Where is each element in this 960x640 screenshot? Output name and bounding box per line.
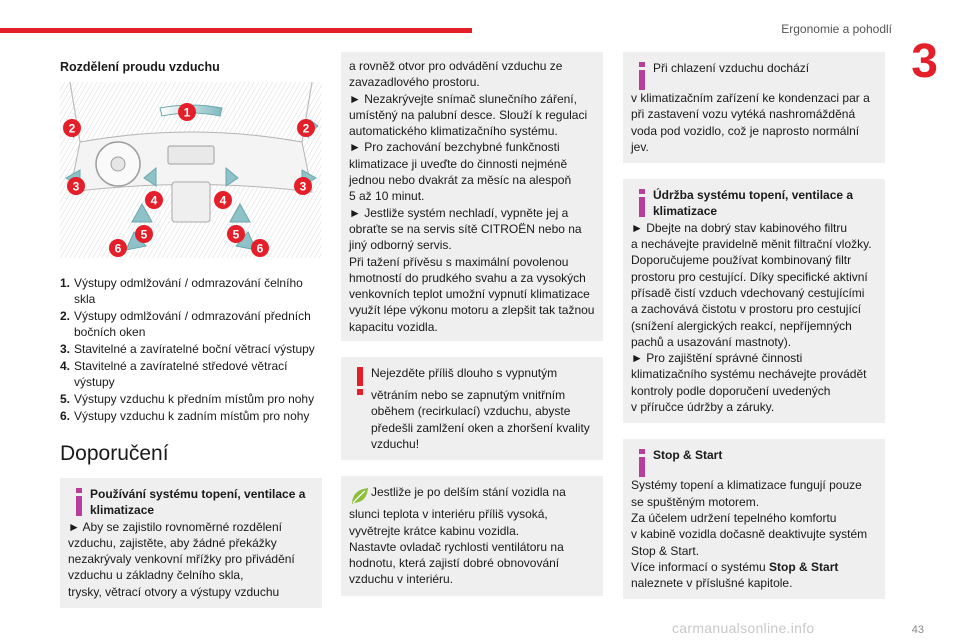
warning-box-recirculation — [341, 357, 603, 460]
svg-text:3: 3 — [72, 179, 80, 194]
eco-box-ventilation — [341, 476, 603, 595]
svg-text:6: 6 — [256, 241, 264, 256]
warning-text: větráním nebo se zapnutým vnitřním oběhem (recirkulací) vzduchu, abyste předešli zamlžení oken a zhoršení kvality vzduchu! — [371, 388, 590, 451]
svg-text:5: 5 — [232, 227, 240, 242]
svg-text:2: 2 — [302, 121, 310, 136]
section-title: Ergonomie a pohodlí — [781, 22, 892, 36]
info-box-text: Systémy topení a klimatizace fungují pouze se spuštěným motorem. Za účelem udržení tepelného komfortu v kabině vozidla dočasně deaktivujte systém Stop & Start. Více informací o systému Stop & Start naleznete v příslušné kapitole. — [631, 478, 868, 591]
info-box-hvac-usage — [60, 478, 322, 608]
airflow-legend — [60, 275, 322, 424]
info-icon — [68, 486, 90, 519]
column-3 — [623, 52, 885, 615]
warning-icon — [349, 365, 371, 395]
info-box-stop-start — [623, 439, 885, 599]
figure-marker — [227, 225, 245, 243]
eco-leaf-icon — [349, 484, 371, 506]
eco-text: slunci teplota v interiéru příliš vysoká, vyvětrejte krátce kabinu vozidla. Nastavte ovladač rychlosti ventilátoru na hodnotu, která zajistí dobré obnovování vzduchu v interiéru. — [349, 507, 564, 587]
figure-marker — [214, 191, 232, 209]
svg-text:5: 5 — [140, 227, 148, 242]
svg-text:4: 4 — [150, 193, 158, 208]
svg-text:1: 1 — [183, 105, 191, 120]
center-console — [172, 182, 210, 222]
figure-marker — [297, 119, 315, 137]
info-box-title: Stop & Start — [653, 448, 723, 463]
info-box-title: Údržba systému topení, ventilace a klimatizace — [653, 188, 854, 219]
figure-marker — [251, 239, 269, 257]
info-icon — [631, 187, 653, 220]
figure-marker — [294, 177, 312, 195]
figure-marker — [63, 119, 81, 137]
info-box-title: Používání systému topení, ventilace a klimatizace — [90, 487, 306, 518]
list-item: 1. Výstupy odmlžování / odmrazování čelního skla — [60, 276, 303, 306]
figure-marker — [178, 103, 196, 121]
svg-text:2: 2 — [68, 121, 76, 136]
steering-hub — [111, 157, 125, 171]
list-item: 3. Stavitelné a zavíratelné boční větrací výstupy — [60, 342, 315, 356]
info-text: v klimatizačním zařízení ke kondenzaci par a při zastavení vozu vytéká nashromážděná voda pod vozidlo, což je naprosto normální jev. — [631, 91, 870, 154]
center-screen — [168, 146, 214, 164]
header-accent-bar — [0, 28, 472, 33]
figure-marker — [109, 239, 127, 257]
info-icon — [631, 60, 653, 90]
column-1 — [60, 60, 322, 624]
info-box-text: ► Dbejte na dobrý stav kabinového filtru a nechávejte pravidelně měnit filtrační vložky. Doporučujeme používat kombinovaný filtr prostoru pro cestující. Díky specifické aktivní přísadě čistí vzduch vdechovaný cestujícími a zachovává čistotu v prostoru pro cestující (snížení alergických reakcí, nepříjemných pachů a usazování mastnoty). ► Pro zajištění správné činnosti klimatizačního systému nechávejte provádět kontroly podle doporučení uvedených v příručce údržby a záruky. — [631, 220, 872, 415]
continuation-text: a rovněž otvor pro odvádění vzduchu ze zavazadlového prostoru. ► Nezakrývejte snímač slunečního záření, umístěný na palubní desce. Slouží k regulaci automatického klimatizačního systému. ► Pro zachování bezchybné funkčnosti klimatizace ji uveďte do činnosti nejméně jednou nebo dvakrát za měsíc na alespoň 5 až 10 minut. ► Jestliže systém nechladí, vypněte jej a obraťte se na servis sítě CITROËN nebo na jiný odborný servis. Při tažení přívěsu s maximální povolenou hmotností do prudkého svahu a za vysokých venkovních teplot umožní vypnutí klimatizace využít lépe výkonu motoru a zlepšit tak tažnou kapacitu vozidla. — [341, 52, 603, 341]
list-item: 2. Výstupy odmlžování / odmrazování předních bočních oken — [60, 309, 311, 339]
list-item: 4. Stavitelné a zavíratelné středové větrací výstupy — [60, 359, 288, 389]
svg-text:4: 4 — [219, 193, 227, 208]
svg-text:6: 6 — [114, 241, 122, 256]
info-icon — [631, 447, 653, 477]
figure-marker — [135, 225, 153, 243]
warning-lead: Nejezděte příliš dlouho s vypnutým — [371, 366, 558, 381]
eco-lead: Jestliže je po delším stání vozidla na — [371, 485, 566, 500]
list-item: 6. Výstupy vzduchu k zadním místům pro nohy — [60, 409, 310, 423]
airflow-heading: Rozdělení proudu vzduchu — [60, 60, 220, 74]
dashboard-airflow-figure — [60, 82, 322, 258]
info-box-condensation — [623, 52, 885, 163]
column-2 — [341, 52, 603, 612]
recommendations-heading: Doporučení — [60, 442, 169, 465]
watermark: carmanualsonline.info — [672, 620, 815, 636]
svg-text:3: 3 — [299, 179, 307, 194]
info-lead: Při chlazení vzduchu dochází — [653, 61, 810, 75]
figure-marker — [145, 191, 163, 209]
info-box-text: ► Aby se zajistilo rovnoměrné rozdělení vzduchu, zajistěte, aby žádné překážky nezakrývaly venkovní mřížky pro přivádění vzduchu u základny čelního skla, trysky, větrací otvory a výstupy vzduchu — [68, 519, 295, 599]
info-box-maintenance — [623, 179, 885, 423]
page-number: 43 — [911, 624, 924, 636]
figure-marker — [67, 177, 85, 195]
chapter-number: 3 — [911, 35, 938, 88]
list-item: 5. Výstupy vzduchu k předním místům pro nohy — [60, 392, 315, 406]
